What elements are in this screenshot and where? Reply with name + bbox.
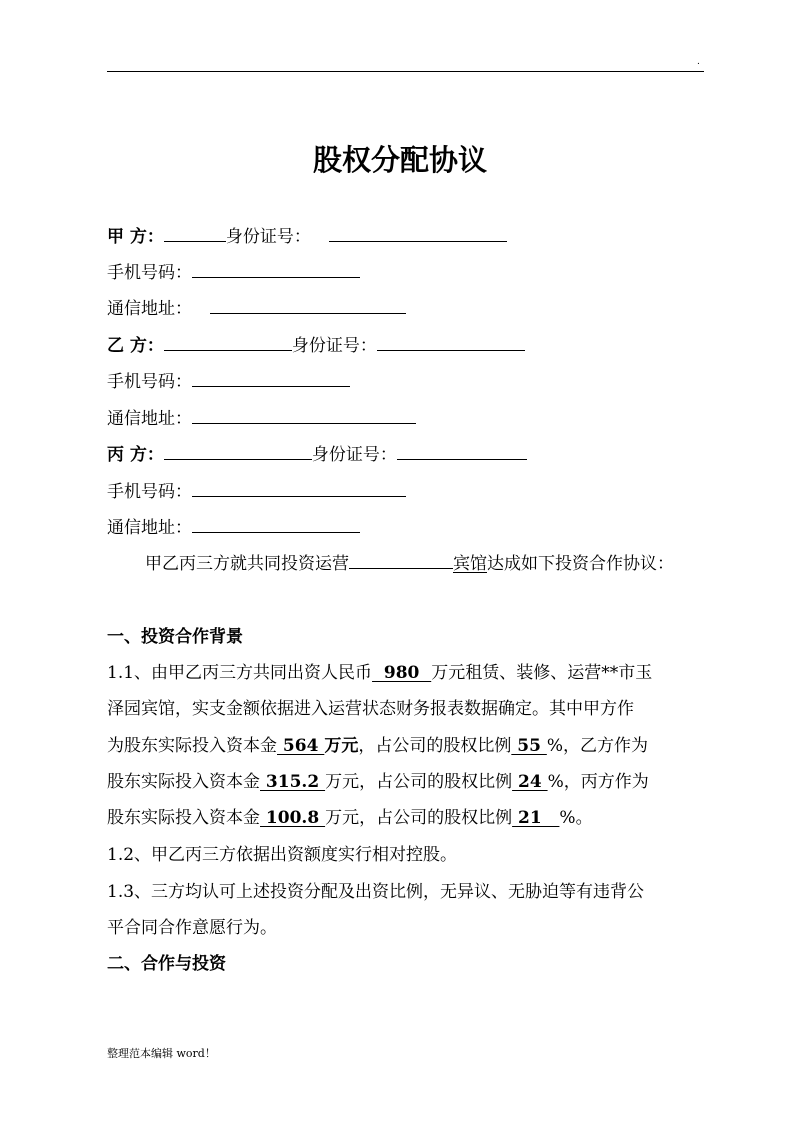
- party-a-phone-blank[interactable]: [192, 260, 360, 278]
- header-mark: .: [697, 57, 700, 67]
- intro-hotel: 宾馆: [453, 554, 487, 574]
- clause-text: 1.1、由甲乙丙三方共同出资人民币: [107, 663, 373, 683]
- party-c-ratio-value: 21: [512, 808, 560, 828]
- party-a-address-blank[interactable]: [210, 296, 406, 314]
- section2-heading: 二、合作与投资: [107, 954, 226, 974]
- party-c-phone-blank[interactable]: [192, 479, 406, 497]
- party-a-address-line: [107, 296, 406, 322]
- intro-prefix: 甲乙丙三方就共同投资运营: [145, 554, 349, 574]
- clause-text: 万元: [324, 736, 359, 756]
- clause-1-3-line1: 1.3、三方均认可上述投资分配及出资比例，无异议、无胁迫等有违背公: [107, 882, 645, 902]
- section1-heading: 一、投资合作背景: [107, 627, 243, 647]
- party-b-line: [107, 333, 525, 359]
- header-rule: [107, 71, 704, 72]
- party-b-phone-blank[interactable]: [192, 369, 350, 387]
- party-c-phone-label: 手机号码：: [107, 482, 192, 502]
- party-b-name-blank[interactable]: [164, 333, 292, 351]
- clause-1-1-line4: [107, 769, 649, 795]
- party-a-phone-label: 手机号码：: [107, 263, 192, 283]
- party-b-phone-line: [107, 369, 350, 395]
- party-a-phone-line: [107, 260, 360, 286]
- party-a-ratio-value: 55: [511, 736, 547, 756]
- party-a-address-label: 通信地址：: [107, 299, 192, 319]
- total-investment-value: 980: [372, 663, 432, 683]
- party-a-id-label: 身份证号：: [225, 227, 311, 247]
- clause-1-1-line3: [107, 733, 648, 759]
- hotel-name-blank[interactable]: [349, 551, 453, 569]
- clause-text: %。: [559, 808, 593, 828]
- party-a-line: [107, 224, 507, 250]
- party-b-address-label: 通信地址：: [107, 409, 192, 429]
- party-a-capital-value: 564: [277, 736, 325, 756]
- intro-suffix: 达成如下投资合作协议：: [487, 554, 674, 574]
- party-b-address-blank[interactable]: [192, 406, 416, 424]
- clause-1-3-line2: 平合同合作意愿行为。: [107, 918, 277, 938]
- page-footer: 整理范本编辑 word！: [107, 1047, 216, 1060]
- clause-1-1-line1: [107, 660, 652, 686]
- document-title: 股权分配协议: [312, 143, 487, 177]
- party-c-phone-line: [107, 479, 406, 505]
- clause-text: 股东实际投入资本金: [107, 772, 260, 792]
- party-c-capital-value: 100.8: [260, 808, 326, 828]
- clause-text: 万元，占公司的股权比例: [325, 772, 513, 792]
- clause-text: 股东实际投入资本金: [107, 808, 260, 828]
- party-a-name-blank[interactable]: [164, 224, 226, 242]
- clause-text: 万元，占公司的股权比例: [325, 808, 513, 828]
- party-c-label: 丙 方：: [107, 445, 164, 465]
- party-b-ratio-value: 24: [512, 772, 548, 792]
- clause-text: %，丙方作为: [547, 772, 649, 792]
- clause-text: ，占公司的股权比例: [358, 736, 512, 756]
- party-a-label: 甲 方：: [107, 227, 164, 247]
- party-c-id-label: 身份证号：: [311, 445, 397, 465]
- party-c-address-blank[interactable]: [192, 515, 360, 533]
- party-b-id-label: 身份证号：: [291, 336, 377, 356]
- intro-paragraph: [145, 551, 674, 577]
- party-a-id-blank[interactable]: [329, 224, 507, 242]
- party-b-address-line: [107, 406, 416, 432]
- party-b-label: 乙 方：: [107, 336, 164, 356]
- party-b-phone-label: 手机号码：: [107, 372, 192, 392]
- party-b-id-blank[interactable]: [377, 333, 525, 351]
- clause-text: 为股东实际投入资本金: [107, 736, 277, 756]
- clause-text: %，乙方作为: [546, 736, 648, 756]
- party-c-name-blank[interactable]: [164, 442, 312, 460]
- party-c-address-label: 通信地址：: [107, 518, 192, 538]
- party-c-id-blank[interactable]: [397, 442, 527, 460]
- clause-text: 万元租赁、装修、运营**市玉: [431, 663, 653, 683]
- party-c-address-line: [107, 515, 360, 541]
- clause-1-2: 1.2、甲乙丙三方依据出资额度实行相对控股。: [107, 845, 458, 865]
- party-b-capital-value: 315.2: [260, 772, 326, 792]
- party-c-line: [107, 442, 527, 468]
- clause-1-1-line2: 泽园宾馆，实支金额依据进入运营状态财务报表数据确定。其中甲方作: [107, 699, 634, 719]
- clause-1-1-line5: [107, 805, 593, 831]
